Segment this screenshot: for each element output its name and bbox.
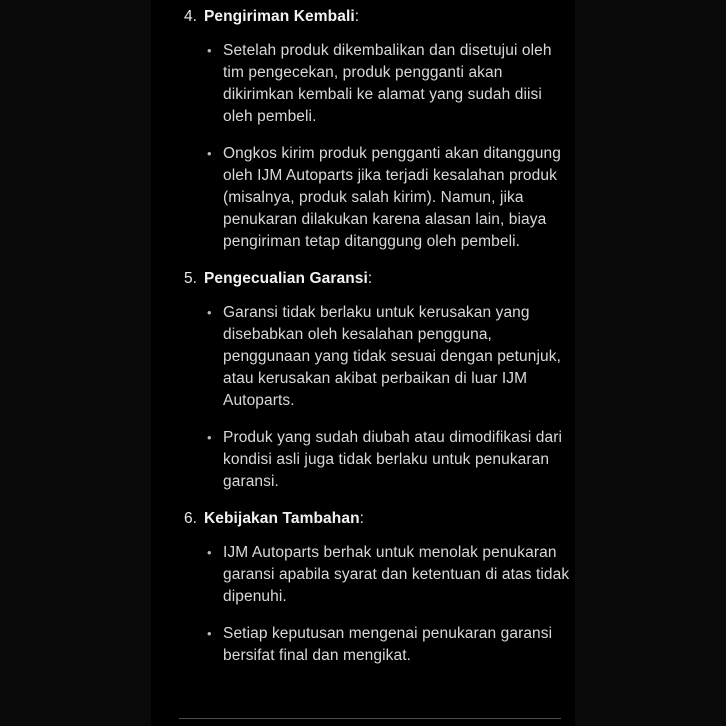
bullet-list	[184, 302, 573, 493]
list-item	[184, 623, 573, 667]
section-heading	[184, 508, 573, 530]
section-title: Pengiriman Kembali	[203, 8, 355, 25]
bullet-icon: •	[207, 626, 212, 641]
bullet-icon: •	[207, 545, 212, 560]
bullet-text: Produk yang sudah diubah atau dimodifikasi dari kondisi asli juga tidak berlaku untuk penukaran garansi.	[223, 429, 563, 490]
bullet-text: Ongkos kirim produk pengganti akan ditanggung oleh IJM Autoparts jika terjadi kesalahan produk (misalnya, produk salah kirim). Namun, jika penukaran dilakukan karena alasan lain, biaya pengiriman tetap ditanggung oleh pembeli.	[223, 145, 561, 250]
list-item	[184, 40, 573, 128]
bullet-list	[184, 40, 573, 253]
policy-document	[151, 0, 575, 726]
policy-section-5	[151, 268, 575, 493]
section-title-colon: :	[359, 510, 364, 527]
bullet-icon: •	[207, 430, 212, 445]
bottom-divider	[179, 718, 561, 719]
policy-section-6	[151, 508, 575, 667]
section-number: 6.	[184, 510, 197, 527]
section-title-colon: :	[354, 8, 360, 25]
section-number: 5.	[184, 270, 197, 287]
bullet-list	[184, 542, 573, 667]
list-item	[184, 427, 573, 493]
section-title: Pengecualian Garansi	[203, 270, 368, 287]
policy-section-4	[151, 6, 575, 253]
list-item	[184, 542, 573, 608]
section-title: Kebijakan Tambahan	[203, 510, 360, 527]
section-heading	[184, 6, 573, 28]
bullet-icon: •	[207, 146, 212, 161]
bullet-icon: •	[207, 43, 212, 58]
section-heading	[184, 268, 573, 290]
list-item	[184, 302, 573, 412]
section-number: 4.	[184, 8, 197, 25]
bullet-text: Setiap keputusan mengenai penukaran garansi bersifat final dan mengikat.	[223, 625, 553, 664]
list-item	[184, 143, 573, 253]
bullet-text: IJM Autoparts berhak untuk menolak penukaran garansi apabila syarat dan ketentuan di atas tidak dipenuhi.	[223, 544, 570, 605]
bullet-icon: •	[207, 305, 212, 320]
bullet-text: Garansi tidak berlaku untuk kerusakan yang disebabkan oleh kesalahan pengguna, penggunaan yang tidak sesuai dengan petunjuk, atau kerusakan akibat perbaikan di luar IJM Autoparts.	[223, 304, 562, 409]
section-title-colon: :	[367, 270, 373, 287]
bullet-text: Setelah produk dikembalikan dan disetujui oleh tim pengecekan, produk pengganti akan dikirimkan kembali ke alamat yang sudah diisi oleh pembeli.	[223, 42, 552, 125]
